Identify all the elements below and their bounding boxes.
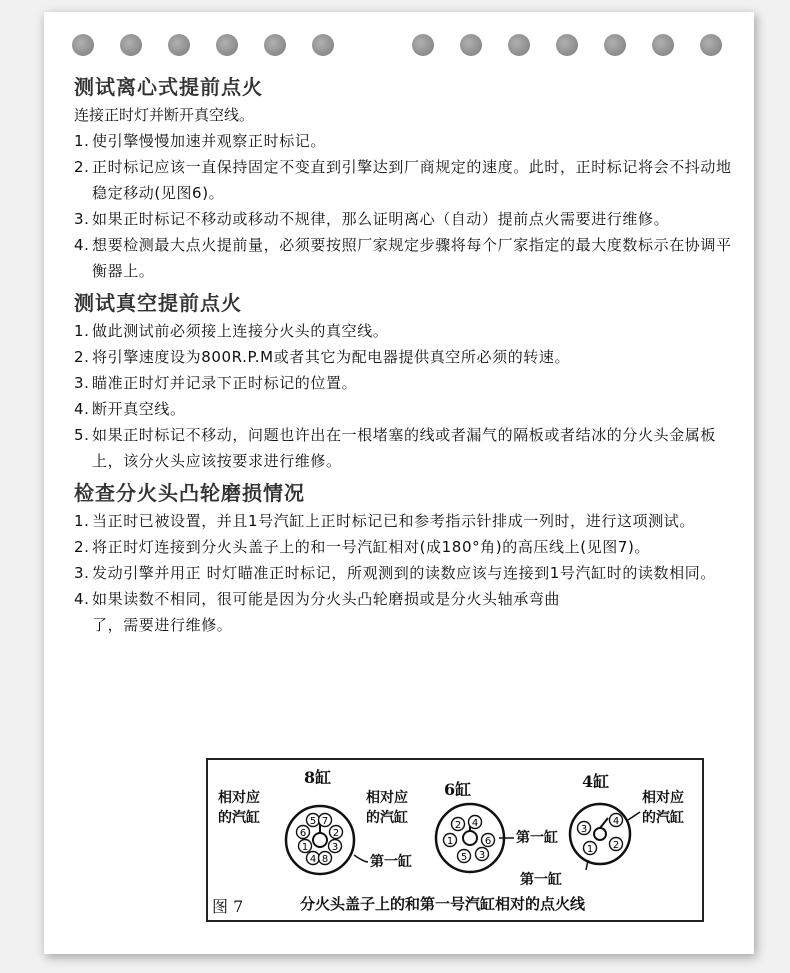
terminal-number: 3 [478, 850, 486, 861]
figure-title: 分火头盖子上的和第一号汽缸相对的点火线 [300, 895, 586, 913]
list-item [74, 206, 734, 232]
binder-hole [508, 34, 530, 56]
list-item [74, 344, 734, 370]
item-text: 将正时灯连接到分火头盖子上的和一号汽缸相对(成180°角)的高压线上(见图7)。 [92, 538, 651, 556]
item-number: 1. [74, 512, 90, 530]
item-number: 5. [74, 426, 90, 444]
label-4-cylinder: 4缸 [582, 772, 610, 791]
item-number: 4. [74, 590, 90, 608]
item-text: 做此测试前必须接上连接分火头的真空线。 [92, 322, 389, 340]
item-number: 3. [74, 564, 90, 582]
article-content [74, 72, 734, 638]
item-number: 2. [74, 538, 90, 556]
binder-hole [264, 34, 286, 56]
binder-hole [168, 34, 190, 56]
binder-hole [556, 34, 578, 56]
item-text: 使引擎慢慢加速并观察正时标记。 [92, 132, 327, 150]
list-item [74, 534, 734, 560]
item-number: 3. [74, 374, 90, 392]
list-item [74, 560, 734, 586]
item-number: 1. [74, 132, 90, 150]
cap-center [463, 831, 477, 845]
list-item [74, 128, 734, 154]
label-first-cylinder: 第一缸 [520, 872, 562, 888]
label-6-cylinder: 6缸 [444, 780, 472, 799]
terminal-number: 6 [484, 836, 492, 847]
item-text: 断开真空线。 [92, 400, 186, 418]
terminal-number: 3 [331, 842, 339, 853]
terminal-number: 4 [309, 854, 317, 865]
section-vacuum-advance [74, 288, 734, 474]
section-title: 测试离心式提前点火 [74, 75, 263, 99]
section-title: 测试真空提前点火 [74, 291, 242, 315]
cap-center [313, 833, 327, 847]
item-text: 如果读数不相同，很可能是因为分火头凸轮磨损或是分火头轴承弯曲了，需要进行维修。 [92, 590, 561, 634]
terminal-number: 4 [471, 818, 479, 829]
item-text: 瞄准正时灯并记录下正时标记的位置。 [92, 374, 358, 392]
pointer-line [354, 855, 368, 862]
terminal-number: 7 [321, 816, 329, 827]
list-item [74, 508, 734, 534]
terminal-number: 1 [301, 842, 309, 853]
terminal-number: 4 [612, 816, 620, 827]
binder-hole [460, 34, 482, 56]
terminal-number: 5 [460, 852, 468, 863]
rotor-arm [600, 818, 608, 828]
label-8-cylinder: 8缸 [304, 768, 332, 787]
list-item [74, 422, 734, 474]
cap-center [594, 828, 606, 840]
list-item [74, 232, 734, 284]
binder-holes [72, 34, 732, 58]
label-first-cylinder: 第一缸 [516, 830, 558, 846]
terminal-number: 2 [454, 820, 462, 831]
binder-hole [120, 34, 142, 56]
item-text: 想要检测最大点火提前量，必须要按照厂家规定步骤将每个厂家指定的最大度数标示在协调平衡器上。 [92, 236, 732, 280]
terminal-number: 2 [332, 828, 340, 839]
terminal-number: 2 [612, 840, 620, 851]
pointer-line [628, 812, 640, 820]
binder-hole [652, 34, 674, 56]
item-text: 如果正时标记不移动或移动不规律，那么证明离心（自动）提前点火需要进行维修。 [92, 210, 670, 228]
terminal-number: 6 [299, 828, 307, 839]
figure-caption: 图 7 [212, 897, 244, 916]
item-text: 如果正时标记不移动，问题也许出在一根堵塞的线或者漏气的隔板或者结冰的分火头金属板上，该分火头应该按要求进行维修。 [92, 426, 717, 470]
terminal-number: 1 [446, 836, 454, 847]
cap-outline [570, 804, 630, 864]
list-item [74, 370, 734, 396]
label-opposite-cylinder: 相对应 的汽缸 [366, 790, 408, 826]
figure-7 [206, 758, 704, 922]
section-cam-wear [74, 478, 734, 638]
label-first-cylinder: 第一缸 [370, 854, 412, 870]
item-text: 发动引擎并用正 时灯瞄准正时标记，所观测到的读数应该与连接到1号汽缸时的读数相同。 [92, 564, 716, 582]
binder-hole [700, 34, 722, 56]
binder-hole [604, 34, 626, 56]
item-number: 4. [74, 400, 90, 418]
item-number: 1. [74, 322, 90, 340]
terminal-number: 5 [309, 816, 317, 827]
cap-4-cylinder [570, 804, 640, 870]
list-item [74, 154, 734, 206]
item-text: 将引擎速度设为800R.P.M或者其它为配电器提供真空所必须的转速。 [92, 348, 571, 366]
terminal-number: 3 [580, 824, 588, 835]
label-opposite-cylinder: 相对应 的汽缸 [218, 790, 260, 826]
item-number: 4. [74, 236, 90, 254]
item-number: 2. [74, 158, 90, 176]
section-title: 检查分火头凸轮磨损情况 [74, 481, 305, 505]
section-centrifugal-advance [74, 72, 734, 284]
item-number: 3. [74, 210, 90, 228]
binder-hole [312, 34, 334, 56]
list-item [74, 318, 734, 344]
terminal-number: 1 [586, 844, 594, 855]
binder-hole [216, 34, 238, 56]
binder-hole [412, 34, 434, 56]
binder-hole [72, 34, 94, 56]
label-opposite-cylinder: 相对应 的汽缸 [642, 790, 684, 826]
item-number: 2. [74, 348, 90, 366]
list-item [74, 586, 562, 638]
list-item [74, 396, 734, 422]
terminal-number: 8 [321, 854, 329, 865]
item-text: 正时标记应该一直保持固定不变直到引擎达到厂商规定的速度。此时，正时标记将会不抖动地稳定移动(见图6)。 [92, 158, 732, 202]
section-intro: 连接正时灯并断开真空线。 [74, 106, 255, 124]
item-text: 当正时已被设置，并且1号汽缸上正时标记已和参考指示针排成一列时，进行这项测试。 [92, 512, 695, 530]
